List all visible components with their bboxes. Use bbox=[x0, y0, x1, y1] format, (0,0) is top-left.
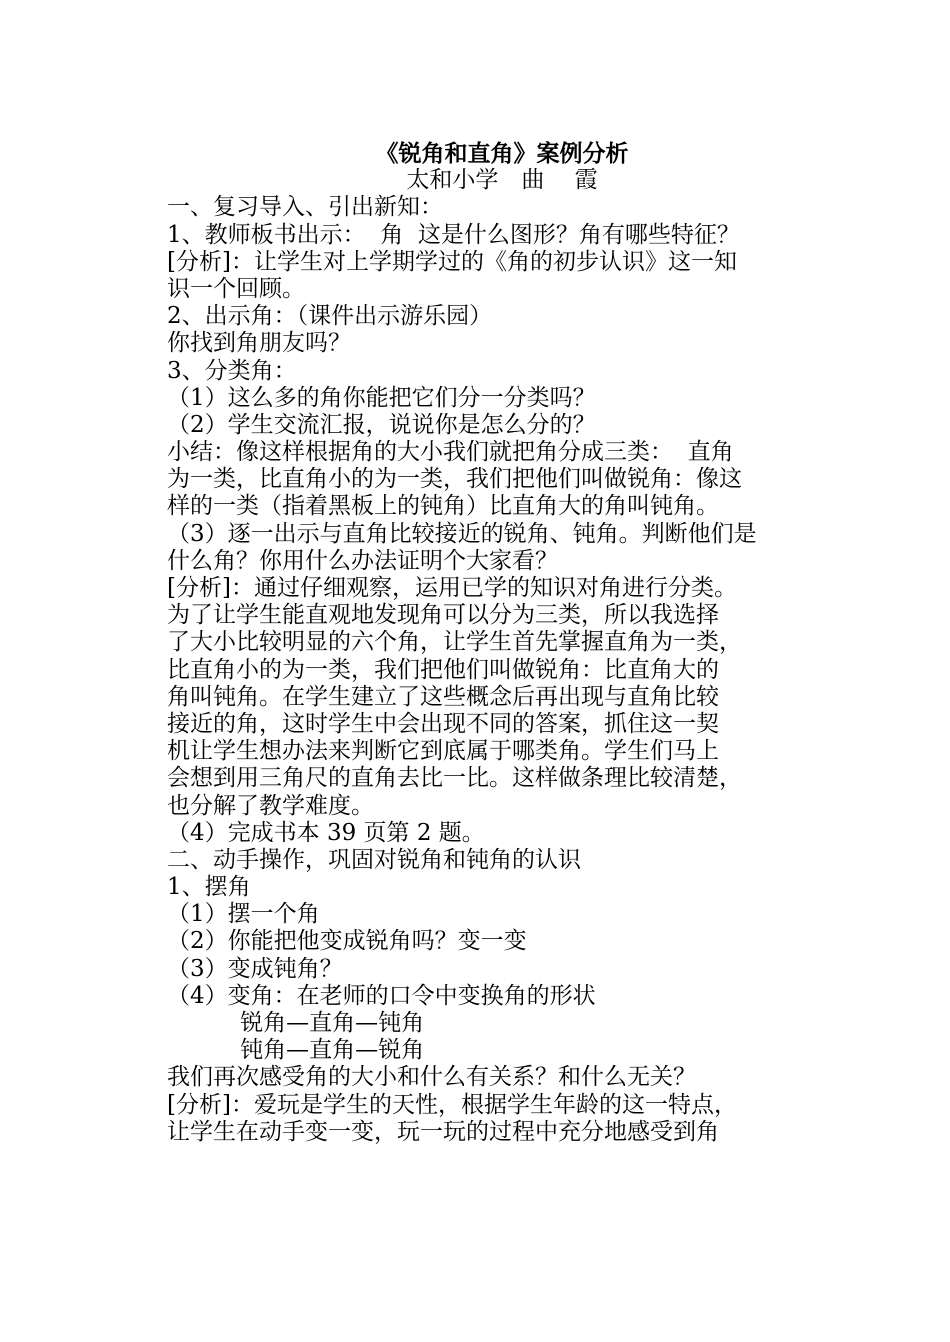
paragraph-line: 了大小比较明显的六个角，让学生首先掌握直角为一类， bbox=[167, 629, 742, 656]
paragraph-line: 3、分类角： bbox=[167, 357, 297, 384]
paragraph-line: 比直角小的为一类，我们把他们叫做锐角：比直角大的 bbox=[167, 656, 719, 683]
document-title: 《锐角和直角》案例分析 bbox=[375, 140, 629, 167]
paragraph-line: 样的一类（指着黑板上的钝角）比直角大的角叫钝角。 bbox=[167, 493, 719, 520]
paragraph-line: [分析]：爱玩是学生的天性，根据学生年龄的这一特点， bbox=[167, 1091, 737, 1118]
paragraph-line: 为一类，比直角小的为一类，我们把他们叫做锐角：像这 bbox=[167, 466, 742, 493]
paragraph-line: （4）变角：在老师的口令中变换角的形状 bbox=[167, 982, 596, 1009]
paragraph-line: 让学生在动手变一变，玩一玩的过程中充分地感受到角 bbox=[167, 1118, 719, 1145]
paragraph-line: （1）摆一个角 bbox=[167, 901, 320, 928]
paragraph-line: 钝角—直角—锐角 bbox=[167, 1037, 425, 1064]
paragraph-line: 接近的角，这时学生中会出现不同的答案，抓住这一契 bbox=[167, 710, 719, 737]
paragraph-line: [分析]：通过仔细观察，运用已学的知识对角进行分类。 bbox=[167, 575, 737, 601]
paragraph-line: 为了让学生能直观地发现角可以分为三类，所以我选择 bbox=[167, 602, 719, 629]
paragraph-line: 1、教师板书出示： 角 这是什么图形？角有哪些特征？ bbox=[167, 221, 740, 248]
section-heading: 一、复习导入、引出新知： bbox=[167, 194, 443, 221]
paragraph-line: [分析]：让学生对上学期学过的《角的初步认识》这一知 bbox=[167, 248, 737, 275]
paragraph-line: 也分解了教学难度。 bbox=[167, 792, 374, 819]
paragraph-line: 小结：像这样根据角的大小我们就把角分成三类： 直角 bbox=[167, 439, 734, 466]
paragraph-line: （4）完成书本 39 页第 2 题。 bbox=[167, 819, 485, 846]
paragraph-line: 识一个回顾。 bbox=[167, 275, 305, 302]
paragraph-line: （1）这么多的角你能把它们分一分类吗？ bbox=[167, 384, 596, 411]
paragraph-line: 锐角—直角—钝角 bbox=[167, 1010, 425, 1036]
section-heading: 二、动手操作，巩固对锐角和钝角的认识 bbox=[167, 846, 581, 873]
paragraph-line: （2）你能把他变成锐角吗？变一变 bbox=[167, 928, 527, 955]
paragraph-line: （3）变成钝角？ bbox=[167, 955, 343, 982]
paragraph-line: 机让学生想办法来判断它到底属于哪类角。学生们马上 bbox=[167, 738, 719, 765]
paragraph-line: 2、出示角：（课件出示游乐园） bbox=[167, 303, 493, 330]
document-author: 太和小学 曲 霞 bbox=[406, 167, 598, 194]
paragraph-line: 会想到用三角尺的直角去比一比。这样做条理比较清楚， bbox=[167, 765, 742, 792]
paragraph-line: （2）学生交流汇报，说说你是怎么分的？ bbox=[167, 411, 596, 438]
paragraph-line: 我们再次感受角的大小和什么有关系？和什么无关？ bbox=[167, 1064, 696, 1091]
paragraph-line: 角叫钝角。在学生建立了这些概念后再出现与直角比较 bbox=[167, 683, 719, 710]
paragraph-line: （3）逐一出示与直角比较接近的锐角、钝角。判断他们是 bbox=[167, 520, 757, 547]
paragraph-line: 1、摆角 bbox=[167, 874, 251, 901]
paragraph-line: 你找到角朋友吗？ bbox=[167, 330, 351, 357]
paragraph-line: 什么角？你用什么办法证明个大家看？ bbox=[167, 547, 558, 574]
document-body bbox=[167, 140, 807, 1146]
